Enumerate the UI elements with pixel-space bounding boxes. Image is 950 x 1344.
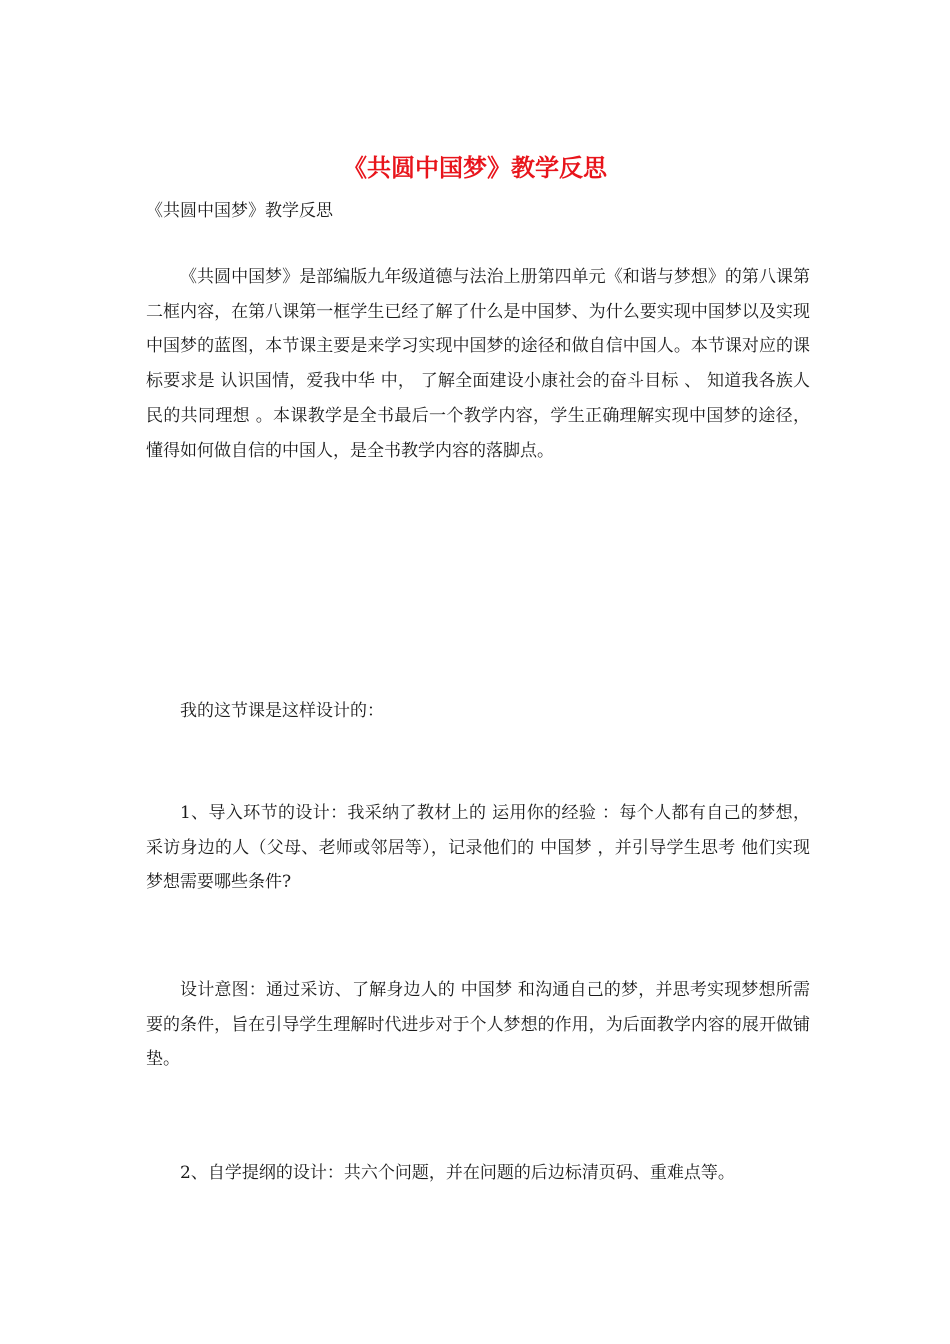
paragraph-self-study-outline: 2、自学提纲的设计：共六个问题，并在问题的后边标清页码、重难点等。	[180, 1163, 735, 1183]
paragraph-intro-design: 1、导入环节的设计：我采纳了教材上的 运用你的经验 ：每个人都有自己的梦想，采访身边的人（父母、老师或邻居等），记录他们的 中国梦 ，并引导学生思考 他们实现梦想需要哪些条件?	[146, 803, 810, 893]
document-subtitle: 《共圆中国梦》教学反思	[146, 201, 333, 221]
paragraph-design-intent: 设计意图：通过采访、了解身边人的 中国梦 和沟通自己的梦，并思考实现梦想所需要的条件，旨在引导学生理解时代进步对于个人梦想的作用，为后面教学内容的展开做铺垫。	[146, 980, 810, 1070]
page-title: 《共圆中国梦》教学反思	[343, 153, 607, 182]
paragraph-design-heading: 我的这节课是这样设计的：	[180, 701, 384, 721]
paragraph-intro: 《共圆中国梦》是部编版九年级道德与法治上册第四单元《和谐与梦想》的第八课第二框内容，在第八课第一框学生已经了解了什么是中国梦、为什么要实现中国梦以及实现中国梦的蓝图，本节课主要是来学习实现中国梦的途径和做自信中国人。本节课对应的课标要求是 认识国情，爱我中华 中， 了解全面建设小康社会的奋斗目标 、 知道我各族人民的共同理想 。本课教学是全书最后一个教学内容，学生正确理解实现中国梦的途径，懂得如何做自信的中国人，是全书教学内容的落脚点。	[146, 267, 810, 461]
